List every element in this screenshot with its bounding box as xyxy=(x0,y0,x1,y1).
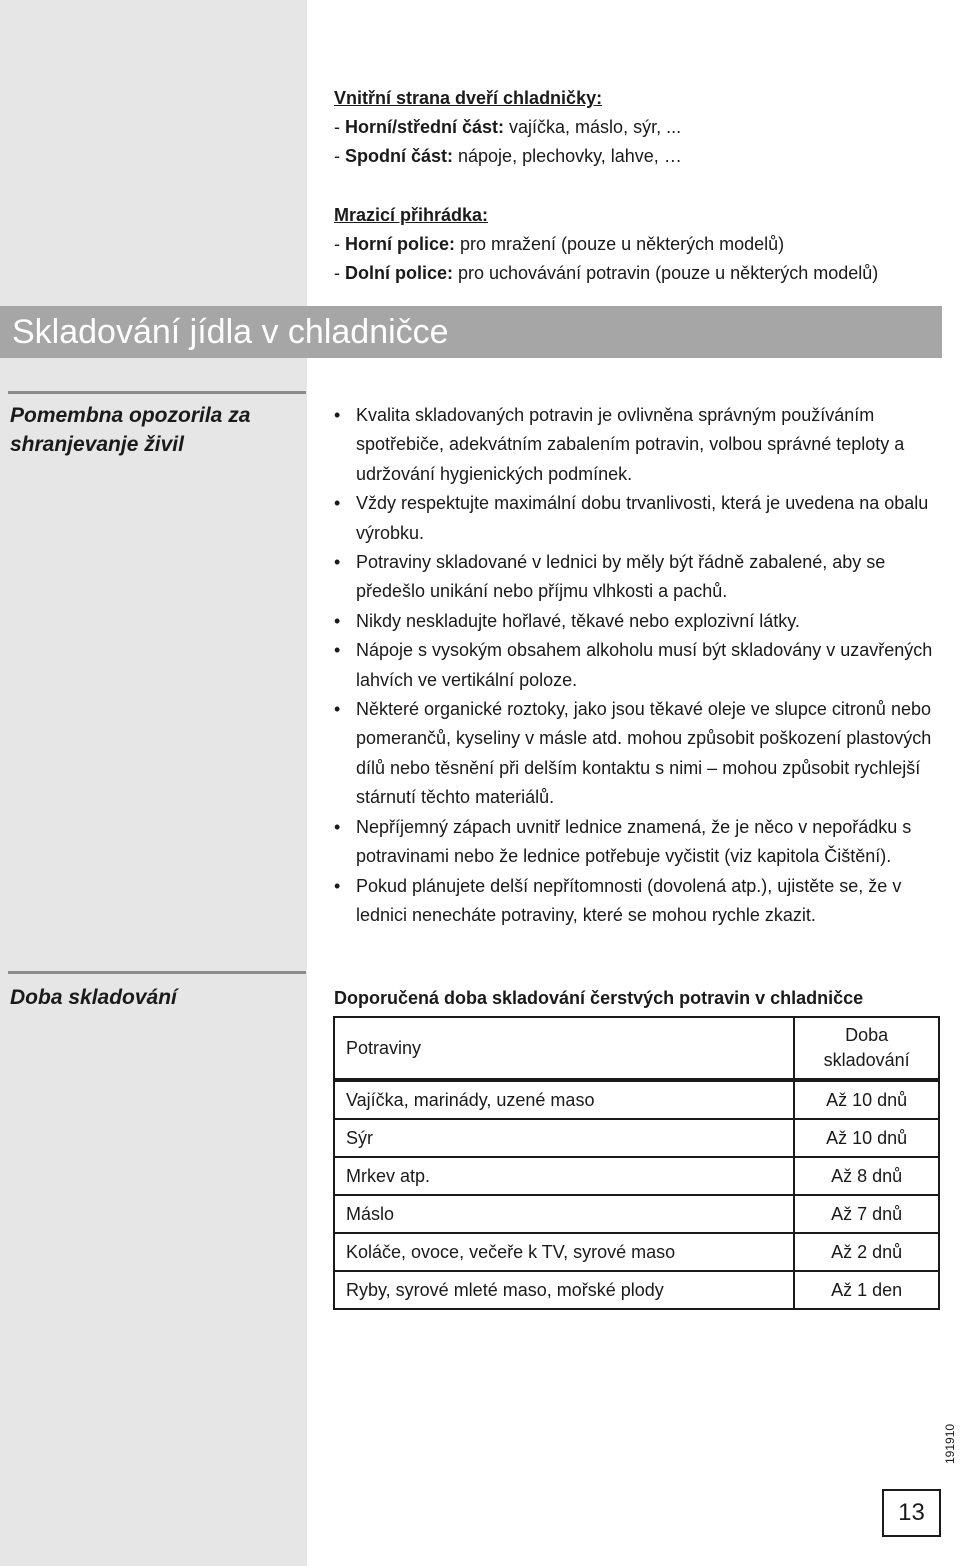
table-row xyxy=(334,1119,939,1157)
list-item: • Potraviny skladované v lednici by měly být řádně zabalené, aby se předešlo unikání nebo příjmu vlhkosti a pachů. xyxy=(334,552,886,602)
list-item: • Vždy respektujte maximální dobu trvanlivosti, která je uvedena na obalu výrobku. xyxy=(334,493,929,543)
list-item: • Nápoje s vysokým obsahem alkoholu musí být skladovány v uzavřených lahvích ve vertikální poloze. xyxy=(334,640,933,690)
compartment-info xyxy=(334,84,944,288)
notes-side-heading: Pomembna opozorila za shranjevanje živil xyxy=(10,404,251,456)
food-cell: Ryby, syrové mleté maso, mořské plody xyxy=(334,1271,794,1309)
food-cell: Koláče, ovoce, večeře k TV, syrové maso xyxy=(334,1233,794,1271)
table-row xyxy=(334,1081,939,1119)
table-row xyxy=(334,1271,939,1309)
door-line-2: - Spodní část: nápoje, plechovky, lahve, … xyxy=(334,146,682,166)
freezer-heading: Mrazicí přihrádka: xyxy=(334,205,489,225)
list-item: • Nikdy neskladujte hořlavé, těkavé nebo explozivní látky. xyxy=(334,610,800,631)
left-column-background xyxy=(0,0,307,1566)
list-item: • Některé organické roztoky, jako jsou těkavé oleje ve slupce citronů nebo pomerančů, kyseliny v másle atd. mohou způsobit poškození plastových dílů nebo těsnění při delším kontaktu s nimi – mohou způsobit rychlejší stárnutí těchto materiálů. xyxy=(334,699,932,808)
door-line-1: - Horní/střední část: vajíčka, máslo, sýr, ... xyxy=(334,117,682,137)
time-cell: Až 7 dnů xyxy=(794,1195,939,1233)
page-number: 13 xyxy=(882,1489,941,1537)
time-cell: Až 8 dnů xyxy=(794,1157,939,1195)
list-item: • Pokud plánujete delší nepřítomnosti (dovolená atp.), ujistěte se, že v lednici nenecháte potraviny, které se mohou rychle zkazit. xyxy=(334,875,902,925)
storage-time-table xyxy=(333,1016,940,1310)
food-cell: Mrkev atp. xyxy=(334,1157,794,1195)
section-title: Skladování jídla v chladničce xyxy=(12,313,449,351)
list-item: • Nepříjemný zápach uvnitř lednice znamená, že je něco v nepořádku s potravinami nebo že lednice potřebuje vyčistit (viz kapitola Čištění). xyxy=(334,816,912,867)
food-cell: Sýr xyxy=(334,1119,794,1157)
side-divider xyxy=(8,391,306,394)
freezer-line-2: - Dolní police: pro uchovávání potravin (pouze u některých modelů) xyxy=(334,263,879,283)
table-row xyxy=(334,1195,939,1233)
document-code: 191910 xyxy=(943,1423,957,1464)
column-header-time: Doba skladování xyxy=(794,1017,939,1079)
freezer-line-1: - Horní police: pro mražení (pouze u některých modelů) xyxy=(334,234,785,254)
time-cell: Až 10 dnů xyxy=(794,1081,939,1119)
door-heading: Vnitřní strana dveří chladničky: xyxy=(334,88,603,108)
food-cell: Vajíčka, marinády, uzené maso xyxy=(334,1081,794,1119)
table-row xyxy=(334,1157,939,1195)
storage-notes-list xyxy=(334,401,944,930)
column-header-food: Potraviny xyxy=(334,1017,794,1079)
time-cell: Až 1 den xyxy=(794,1271,939,1309)
food-cell: Máslo xyxy=(334,1195,794,1233)
side-divider xyxy=(8,971,306,974)
table-header-row xyxy=(334,1017,939,1079)
time-cell: Až 2 dnů xyxy=(794,1233,939,1271)
section-title-bar xyxy=(0,306,942,358)
storage-side-heading: Doba skladování xyxy=(10,986,177,1009)
time-cell: Až 10 dnů xyxy=(794,1119,939,1157)
table-title: Doporučená doba skladování čerstvých potravin v chladničce xyxy=(334,988,864,1008)
table-row xyxy=(334,1233,939,1271)
list-item: • Kvalita skladovaných potravin je ovlivněna správným používáním spotřebiče, adekvátním zabalením potravin, volbou správné teploty a udržování hygienických podmínek. xyxy=(334,405,905,484)
